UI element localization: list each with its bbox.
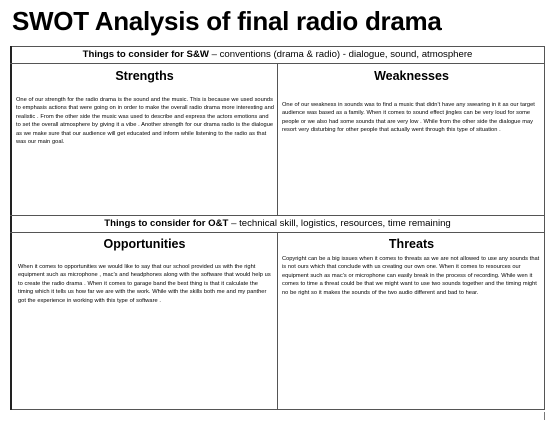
threats-text: Copyright can be a big issues when it comes to threats as we are not allowed to use any sounds that is not ours which that conclude with us creating our own one. When it comes to resources our equipment such as mac’s or microphone can easily break in the process of recording. While wen it comes to time a threat could be that we might want to use two sounds together and the timing might no be right so it makes the sounds of the two audio different and bad to hear. xyxy=(282,256,540,296)
document-title: SWOT Analysis of final radio drama xyxy=(12,6,442,36)
strengths-heading: Strengths xyxy=(115,69,174,83)
weaknesses-text: One of our weakness in sounds was to find a music that didn’t have any swearing in it as our target audience was based as a family. When it comes to sound effect jingles can be very loud for some people or we also had some sounds that are very low . While from the other side the dialogue may resort very disturbing for other people that actually went through this type of situation . xyxy=(282,102,535,134)
ot-consider-label: Things to consider for O&T xyxy=(104,218,229,229)
sw-consider-row xyxy=(10,48,545,62)
sw-consider-detail: – conventions (drama & radio) - dialogue, sound, atmosphere xyxy=(208,49,473,60)
weaknesses-heading: Weaknesses xyxy=(374,69,449,83)
ot-consider-detail: – technical skill, logistics, resources, time remaining xyxy=(228,218,451,229)
opportunities-heading: Opportunities xyxy=(103,237,186,251)
divider-sw-columns xyxy=(277,63,278,215)
strengths-text: One of our strength for the radio drama is the sound and the music. This is because we used sounds to emphasis actions that were going on in order to make the overall radio drama more interesting and realistic . From the other side the music was used to describe and express the actors emotions and to set the overall atmosphere by giving it a vibe . Another strength for our drama radio is the dialogue as we make sure that our audience will get educated and inform while listening to the radio as that was our main goal. xyxy=(16,97,274,146)
page-edge-marker xyxy=(544,412,545,420)
ot-consider-row xyxy=(10,217,545,231)
opportunities-text: When it comes to opportunities we would like to say that our school provided us with the right equipment such as microphone , mac’s and headphones along with the software that would help us to create the radio drama . When it comes to garage band the best thing is that it calculate the timing which it tells us how far we are with the work. While with the skills both me and my panther got the experience in working with this type of software . xyxy=(18,264,271,304)
sw-consider-label: Things to consider for S&W xyxy=(82,49,209,60)
threats-heading: Threats xyxy=(388,237,435,251)
divider-middle xyxy=(10,215,545,216)
divider-ot-columns xyxy=(277,232,278,410)
